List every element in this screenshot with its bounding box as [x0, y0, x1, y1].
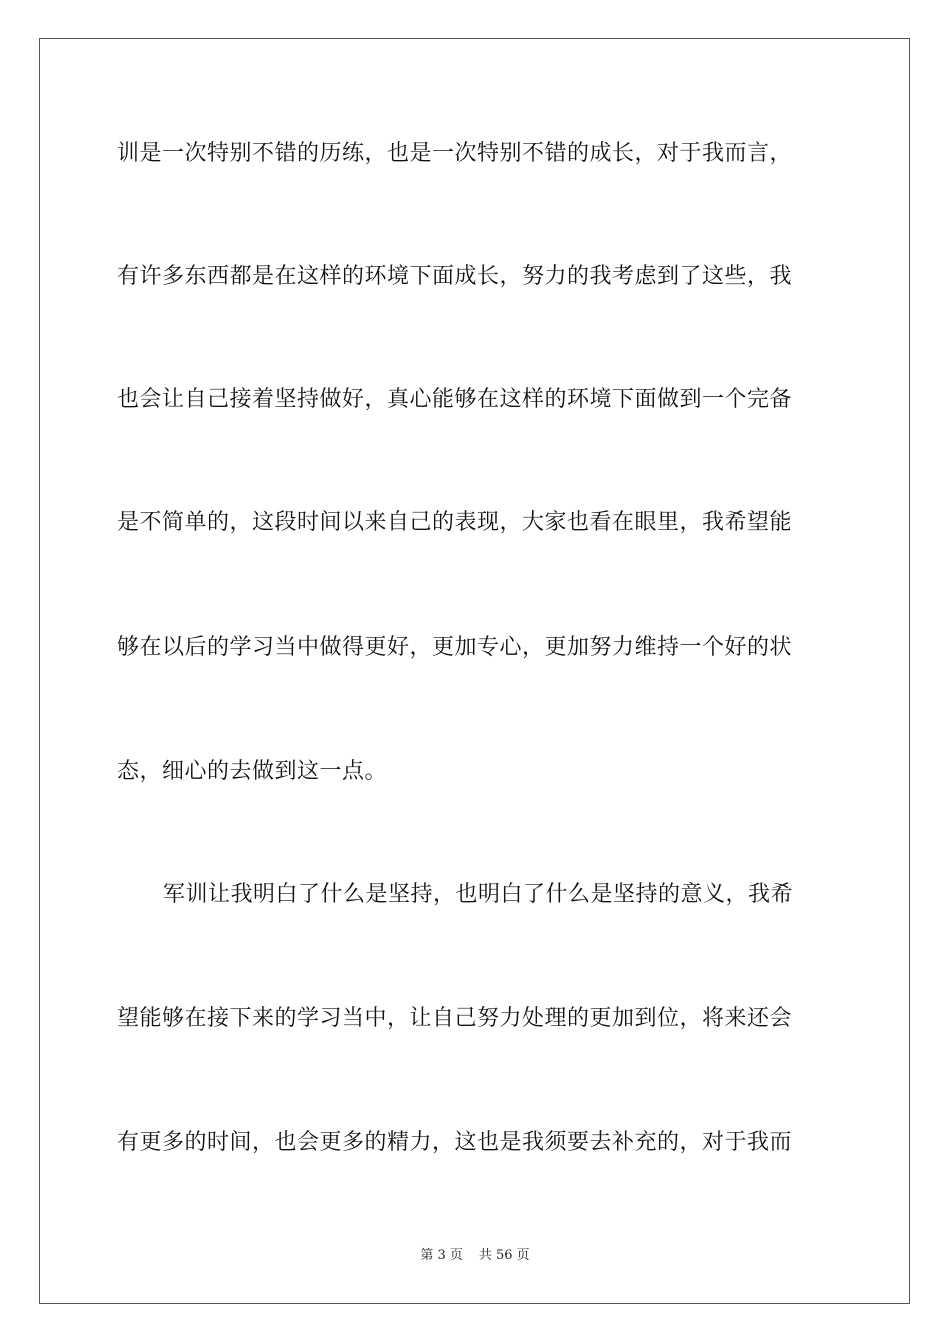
- page-border: [39, 38, 910, 1304]
- text-line-2: 有许多东西都是在这样的环境下面成长，努力的我考虑到了这些，我: [117, 264, 793, 289]
- text-line-9: 有更多的时间，也会更多的精力，这也是我须要去补充的，对于我而: [117, 1130, 793, 1155]
- text-line-1: 训是一次特别不错的历练，也是一次特别不错的成长，对于我而言，: [117, 141, 793, 166]
- text-line-4: 是不简单的，这段时间以来自己的表现，大家也看在眼里，我希望能: [117, 510, 793, 535]
- page-number: 第 3 页: [420, 1248, 463, 1263]
- page-total: 共 56 页: [478, 1248, 530, 1263]
- page-footer: [0, 1247, 950, 1265]
- text-line-3: 也会让自己接着坚持做好，真心能够在这样的环境下面做到一个完备: [117, 387, 793, 412]
- text-line-8: 望能够在接下来的学习当中，让自己努力处理的更加到位，将来还会: [117, 1006, 793, 1031]
- text-line-6: 态，细心的去做到这一点。: [117, 759, 388, 784]
- text-line-5: 够在以后的学习当中做得更好，更加专心，更加努力维持一个好的状: [117, 635, 793, 660]
- paragraph-indented-line: 军训让我明白了什么是坚持，也明白了什么是坚持的意义，我希: [163, 882, 794, 907]
